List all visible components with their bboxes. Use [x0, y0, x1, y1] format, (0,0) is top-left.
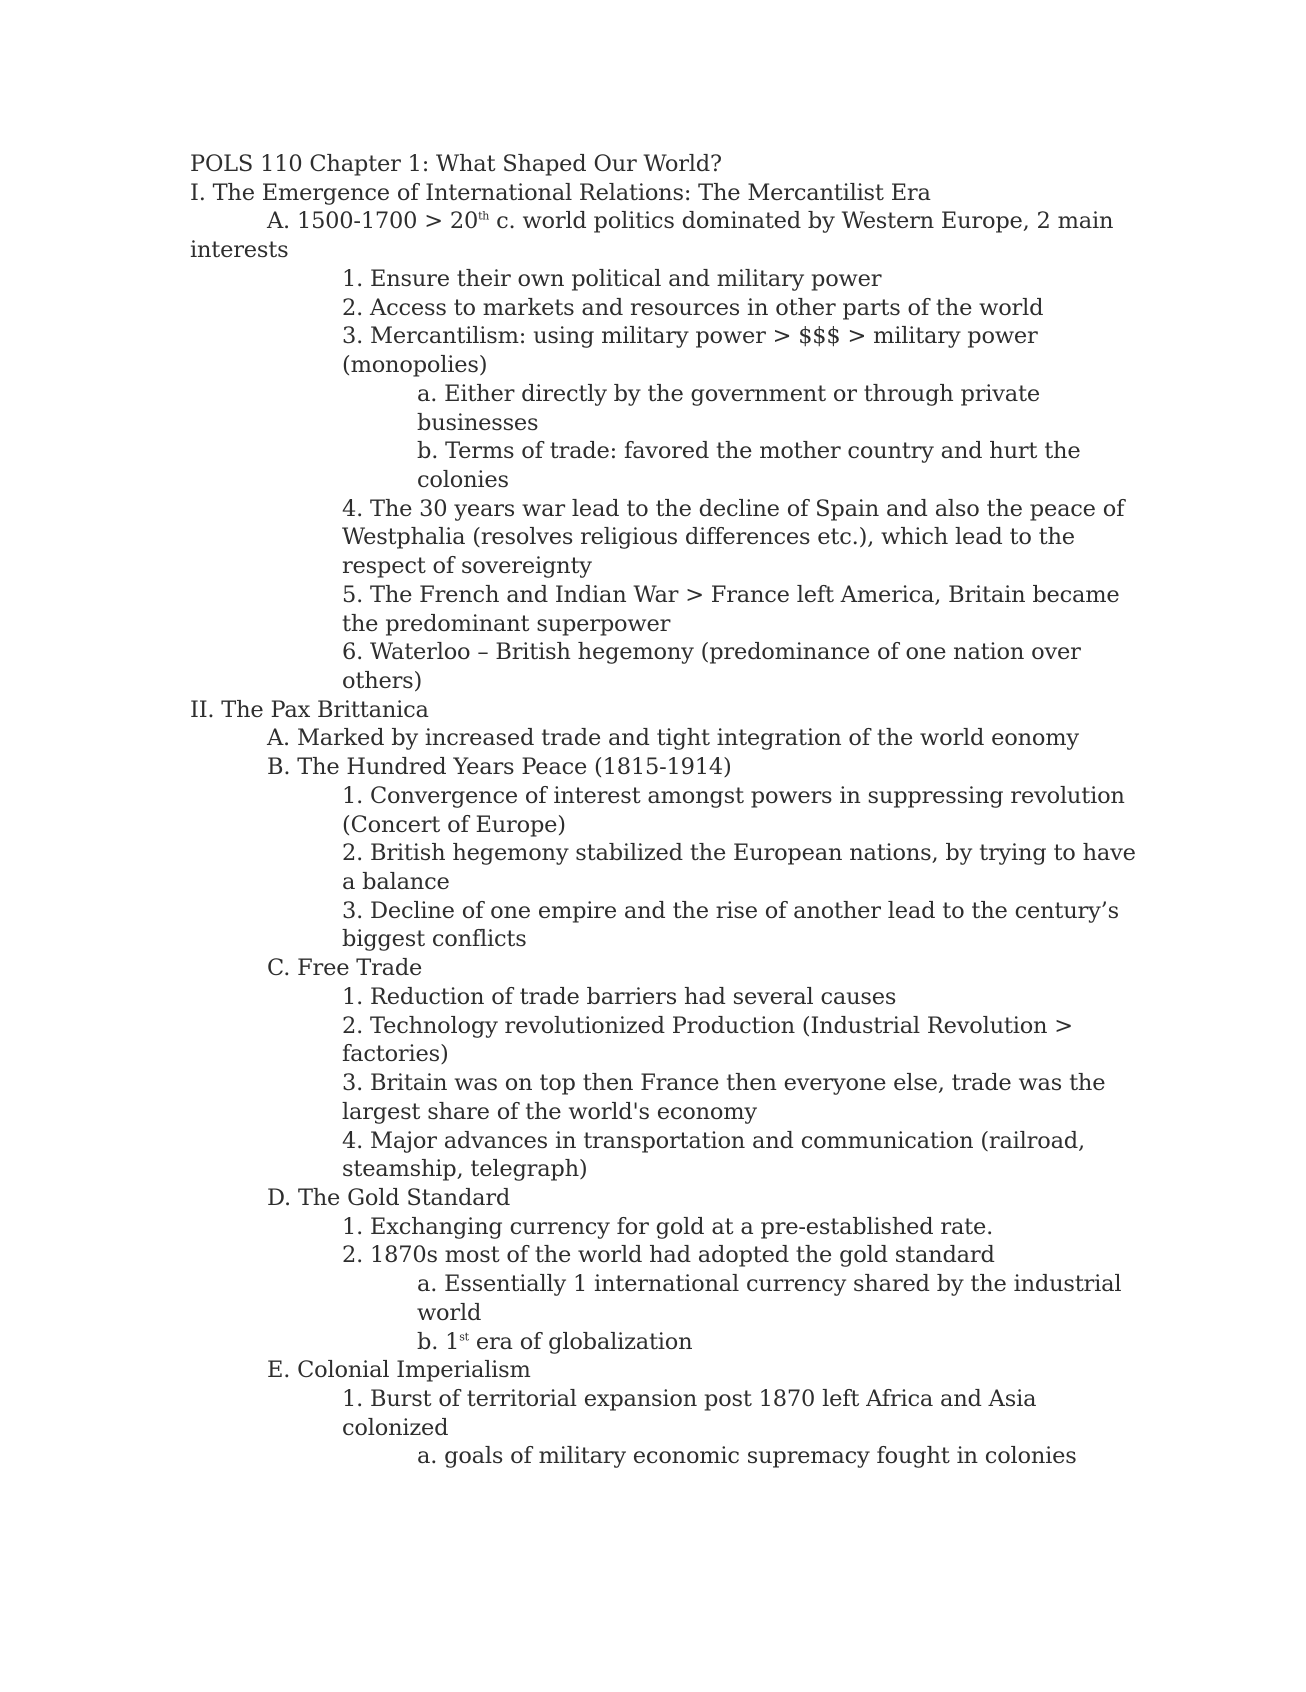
outline-line: world — [417, 1299, 482, 1326]
outline-line: a. Either directly by the government or through private — [417, 380, 1040, 407]
outline-line: respect of sovereignty — [342, 553, 592, 580]
outline-line: C. Free Trade — [267, 955, 423, 982]
outline-line: 1. Burst of territorial expansion post 1870 left Africa and Asia — [342, 1386, 1037, 1412]
outline-line: the predominant superpower — [342, 610, 671, 637]
outline-line: 3. Decline of one empire and the rise of another lead to the century’s — [342, 897, 1119, 924]
outline-line: 5. The French and Indian War > France left America, Britain became — [342, 581, 1120, 608]
outline-line: a balance — [342, 869, 450, 895]
outline-line: (monopolies) — [342, 352, 488, 378]
outline-line: factories) — [342, 1041, 449, 1068]
outline-line: D. The Gold Standard — [267, 1184, 511, 1211]
line-text: b. 1 — [417, 1328, 460, 1355]
outline-line: colonies — [417, 466, 509, 493]
outline-line — [417, 1327, 692, 1357]
outline-line — [267, 206, 1113, 236]
outline-line: interests — [190, 237, 289, 264]
outline-line: (Concert of Europe) — [342, 811, 566, 838]
line-text: c. world politics dominated by Western Europe, 2 main — [489, 208, 1114, 235]
outline-line: 2. 1870s most of the world had adopted the gold standard — [342, 1242, 995, 1269]
outline-line: E. Colonial Imperialism — [267, 1357, 531, 1384]
outline-line: colonized — [342, 1414, 449, 1441]
ordinal-suffix: th — [478, 209, 490, 223]
outline-line: 1. Ensure their own political and military power — [342, 265, 882, 292]
outline-line: others) — [342, 668, 423, 694]
outline-line: b. Terms of trade: favored the mother country and hurt the — [417, 438, 1081, 465]
outline-line: biggest conflicts — [342, 926, 527, 953]
outline-line: 1. Convergence of interest amongst powers in suppressing revolution — [342, 782, 1125, 809]
outline-line: 2. Access to markets and resources in other parts of the world — [342, 294, 1044, 321]
outline-line: A. Marked by increased trade and tight integration of the world eonomy — [267, 725, 1079, 752]
outline-line: I. The Emergence of International Relations: The Mercantilist Era — [190, 179, 931, 206]
outline-line: 1. Reduction of trade barriers had several causes — [342, 983, 897, 1010]
outline-line: POLS 110 Chapter 1: What Shaped Our World? — [190, 151, 722, 177]
ordinal-suffix: st — [459, 1330, 469, 1343]
outline-line: II. The Pax Brittanica — [190, 696, 429, 723]
outline-line: steamship, telegraph) — [342, 1156, 588, 1183]
outline-line: 4. The 30 years war lead to the decline of Spain and also the peace of — [342, 495, 1125, 522]
outline-line: largest share of the world's economy — [342, 1098, 757, 1125]
outline-line: 1. Exchanging currency for gold at a pre-established rate. — [342, 1213, 994, 1240]
outline-line: 4. Major advances in transportation and communication (railroad, — [342, 1127, 1085, 1154]
outline-line: Westphalia (resolves religious differences etc.), which lead to the — [342, 524, 1075, 551]
outline-line: a. goals of military economic supremacy fought in colonies — [417, 1443, 1077, 1470]
outline-line: 6. Waterloo – British hegemony (predominance of one nation over — [342, 639, 1081, 666]
outline-line: 3. Mercantilism: using military power > $$$ > military power — [342, 323, 1038, 350]
outline-line: B. The Hundred Years Peace (1815-1914) — [267, 754, 732, 781]
outline-line: 2. British hegemony stabilized the European nations, by trying to have — [342, 840, 1136, 867]
outline-line: 2. Technology revolutionized Production (Industrial Revolution > — [342, 1012, 1073, 1039]
line-text: A. 1500-1700 > 20 — [267, 208, 479, 235]
outline-line: 3. Britain was on top then France then everyone else, trade was the — [342, 1070, 1106, 1096]
outline-line: businesses — [417, 409, 539, 436]
line-text: era of globalization — [468, 1328, 693, 1355]
outline-line: a. Essentially 1 international currency shared by the industrial — [417, 1271, 1122, 1298]
